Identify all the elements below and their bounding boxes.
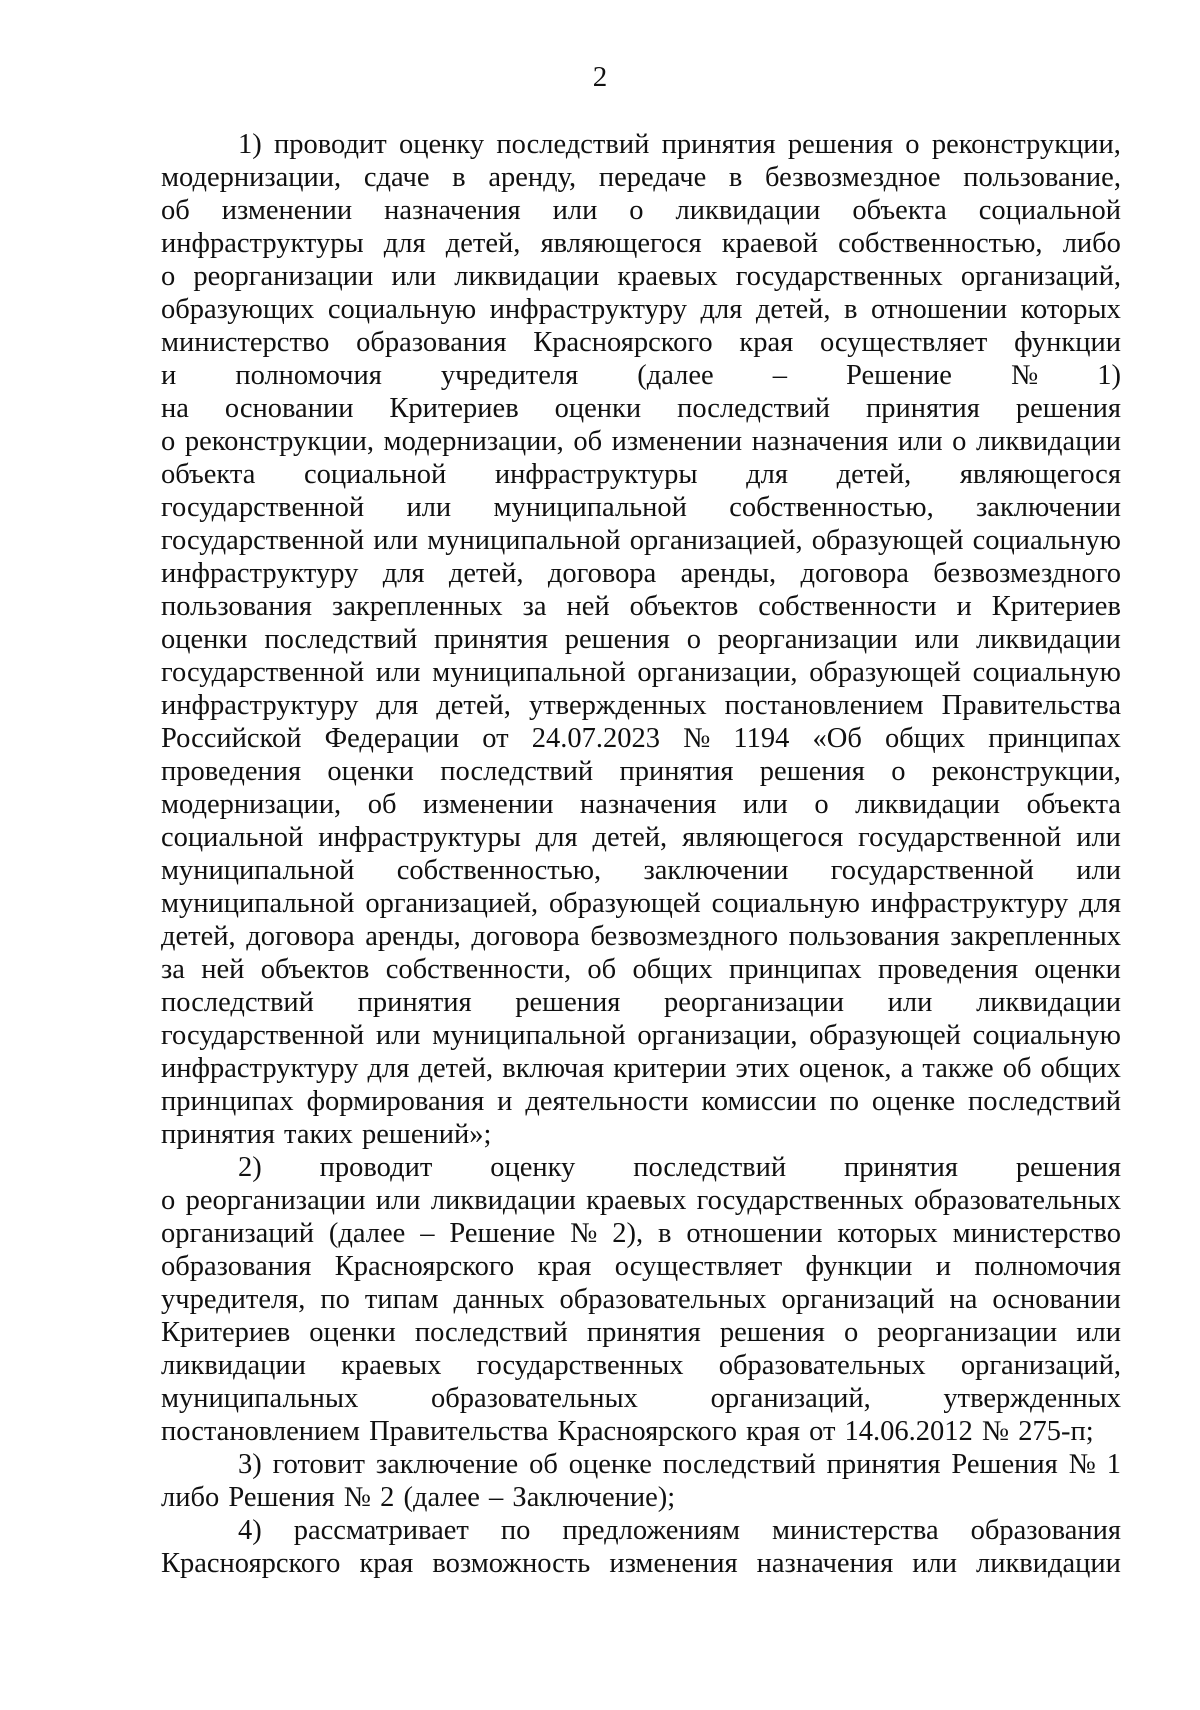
text-line: государственной или муниципальной организацией, образующей социальную bbox=[161, 525, 1121, 556]
paragraph-item-2 bbox=[161, 1151, 1121, 1448]
paragraph-item-4 bbox=[161, 1514, 1121, 1580]
text-line: оценки последствий принятия решения о реорганизации или ликвидации bbox=[161, 624, 1121, 655]
text-line: принятия таких решений»; bbox=[161, 1119, 492, 1150]
text-line: принципах формирования и деятельности комиссии по оценке последствий bbox=[161, 1086, 1121, 1117]
text-line: муниципальных образовательных организаций, утвержденных bbox=[161, 1383, 1121, 1414]
text-line: постановлением Правительства Красноярского края от 14.06.2012 № 275-п; bbox=[161, 1416, 1094, 1447]
text-line: инфраструктуры для детей, являющегося краевой собственностью, либо bbox=[161, 228, 1121, 259]
paragraph-item-1 bbox=[161, 128, 1121, 1151]
text-line: государственной или муниципальной организации, образующей социальную bbox=[161, 1020, 1121, 1051]
text-line: министерство образования Красноярского края осуществляет функции bbox=[161, 327, 1121, 358]
text-line: о реорганизации или ликвидации краевых государственных образовательных bbox=[161, 1185, 1121, 1216]
text-line: Критериев оценки последствий принятия решения о реорганизации или bbox=[161, 1317, 1121, 1348]
text-line: организаций (далее – Решение № 2), в отношении которых министерство bbox=[161, 1218, 1121, 1249]
text-line: проведения оценки последствий принятия решения о реконструкции, bbox=[161, 756, 1121, 787]
text-line: Красноярского края возможность изменения назначения или ликвидации bbox=[161, 1548, 1121, 1579]
text-line: государственной или муниципальной собственностью, заключении bbox=[161, 492, 1121, 523]
paragraph-item-3 bbox=[161, 1448, 1121, 1514]
text-line: за ней объектов собственности, об общих принципах проведения оценки bbox=[161, 954, 1121, 985]
text-line: об изменении назначения или о ликвидации объекта социальной bbox=[161, 195, 1121, 226]
text-line: муниципальной организацией, образующей социальную инфраструктуру для bbox=[161, 888, 1121, 919]
text-line: инфраструктуру для детей, договора аренды, договора безвозмездного bbox=[161, 558, 1121, 589]
text-line: на основании Критериев оценки последствий принятия решения bbox=[161, 393, 1121, 424]
text-line: модернизации, сдаче в аренду, передаче в безвозмездное пользование, bbox=[161, 162, 1121, 193]
document-body bbox=[161, 128, 1121, 1580]
text-line: 3) готовит заключение об оценке последствий принятия Решения № 1 bbox=[238, 1449, 1121, 1480]
text-line: пользования закрепленных за ней объектов собственности и Критериев bbox=[161, 591, 1121, 622]
text-line: и полномочия учредителя (далее – Решение № 1) bbox=[161, 360, 1121, 391]
text-line: образования Красноярского края осуществляет функции и полномочия bbox=[161, 1251, 1121, 1282]
text-line: государственной или муниципальной организации, образующей социальную bbox=[161, 657, 1121, 688]
text-line: объекта социальной инфраструктуры для детей, являющегося bbox=[161, 459, 1121, 490]
text-line: о реконструкции, модернизации, об изменении назначения или о ликвидации bbox=[161, 426, 1121, 457]
text-line: детей, договора аренды, договора безвозмездного пользования закрепленных bbox=[161, 921, 1121, 952]
text-line: 2) проводит оценку последствий принятия решения bbox=[238, 1152, 1121, 1183]
text-line: модернизации, об изменении назначения или о ликвидации объекта bbox=[161, 789, 1121, 820]
text-line: социальной инфраструктуры для детей, являющегося государственной или bbox=[161, 822, 1121, 853]
text-line: о реорганизации или ликвидации краевых государственных организаций, bbox=[161, 261, 1121, 292]
text-line: инфраструктуру для детей, включая критерии этих оценок, а также об общих bbox=[161, 1053, 1121, 1084]
text-line: либо Решения № 2 (далее – Заключение); bbox=[161, 1482, 676, 1513]
text-line: инфраструктуру для детей, утвержденных постановлением Правительства bbox=[161, 690, 1121, 721]
page-number: 2 bbox=[592, 61, 608, 93]
text-line: образующих социальную инфраструктуру для детей, в отношении которых bbox=[161, 294, 1121, 325]
text-line: последствий принятия решения реорганизации или ликвидации bbox=[161, 987, 1121, 1018]
text-line: ликвидации краевых государственных образовательных организаций, bbox=[161, 1350, 1121, 1381]
text-line: учредителя, по типам данных образовательных организаций на основании bbox=[161, 1284, 1121, 1315]
text-line: муниципальной собственностью, заключении государственной или bbox=[161, 855, 1121, 886]
text-line: 4) рассматривает по предложениям министерства образования bbox=[238, 1515, 1121, 1546]
text-line: Российской Федерации от 24.07.2023 № 1194 «Об общих принципах bbox=[161, 723, 1121, 754]
text-line: 1) проводит оценку последствий принятия решения о реконструкции, bbox=[238, 129, 1121, 160]
